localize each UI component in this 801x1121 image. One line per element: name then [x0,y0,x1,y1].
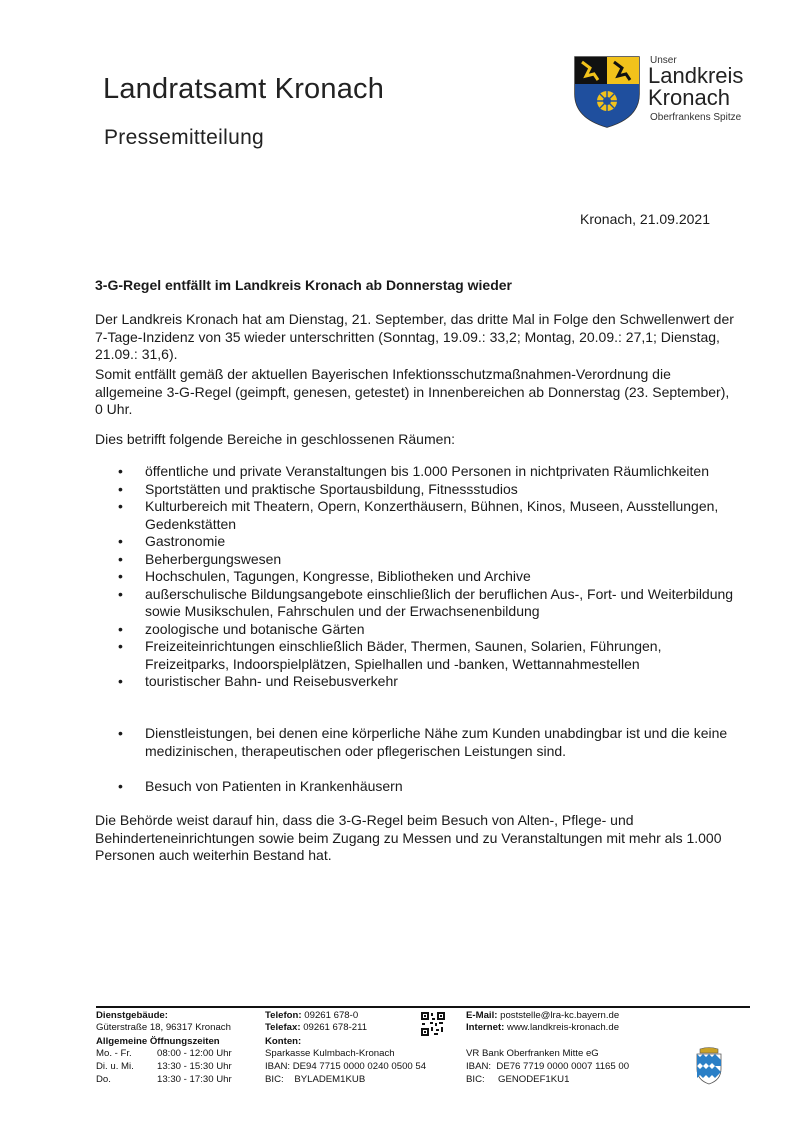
release-date: Kronach, 21.09.2021 [580,211,710,227]
hours-time: 13:30 - 17:30 Uhr [157,1074,232,1085]
bullet-icon: • [118,725,123,741]
fax-number: 09261 678-211 [303,1022,368,1033]
paragraph-1: Der Landkreis Kronach hat am Dienstag, 21. September, das dritte Mal in Folge den Schwellenwert der 7-Tage-Inzidenz von 35 wieder unterschritten (Sonntag, 19.09.: 33,2; Montag, 20.09.: 27,1; Dienstag, 21.09.: 31,6). [95,311,734,362]
bullet-icon: • [118,585,123,602]
office-title: Landratsamt Kronach [103,73,385,105]
list-item: • außerschulische Bildungsangebote einschließlich der beruflichen Aus-, Fort- und Weiterbildung sowie Musikschulen, Fahrschulen und der Erwachsenenbildung [118,585,734,619]
bullet-icon: • [118,568,123,584]
bank2-bic: BIC: GENODEF1KU1 [466,1074,570,1085]
brand-line-2: Kronach [648,85,730,110]
bullet-icon: • [118,673,123,689]
building-address: Güterstraße 18, 96317 Kronach [96,1022,231,1033]
paragraph-2: Somit entfällt gemäß der aktuellen Bayerischen Infektionsschutzmaßnahmen-Verordnung die allgemeine 3-G-Regel (geimpft, genesen, getestet) in Innenbereichen ab Donnerstag (23. September), 0 Uhr. [95,366,730,417]
paragraph-3: Die Behörde weist darauf hin, dass die 3-G-Regel beim Besuch von Alten-, Pflege- und Behinderteneinrichtungen sowie beim Zugang zu Messen und zu Veranstaltungen mit mehr als 1.000 Personen auch weiterhin Bestand hat. [95,812,722,863]
landkreis-logo [572,54,762,130]
brand-tagline: Oberfrankens Spitze [650,112,742,123]
list-intro: Dies betrifft folgende Bereiche in geschlossenen Räumen: [95,431,456,447]
list-item: • touristischer Bahn- und Reisebusverkehr [118,673,398,689]
building-label: Dienstgebäude: [96,1010,168,1021]
list-item: • zoologische und botanische Gärten [118,620,365,637]
phone-number: 09261 678-0 [304,1010,359,1021]
services-list [95,725,735,760]
qr-code-icon [420,1011,446,1037]
hours-days: Do. [96,1074,111,1085]
bullet-icon: • [118,638,123,654]
list-item: • Gastronomie [118,533,226,549]
hospital-list [95,778,735,796]
list-item: • öffentliche und private Veranstaltungen bis 1.000 Personen in nichtprivaten Räumlichkeiten [118,463,709,479]
email-address[interactable]: poststelle@lra-kc.bayern.de [500,1010,620,1021]
headline: 3-G-Regel entfällt im Landkreis Kronach ab Donnerstag wieder [95,277,512,293]
affected-areas-list [95,463,735,691]
bank2-iban: IBAN: DE76 7719 0000 0007 1165 00 [466,1061,630,1072]
bank1-iban: IBAN: DE94 7715 0000 0240 0500 54 [265,1061,427,1072]
document-type: Pressemitteilung [104,126,265,149]
brand-prefix: Unser [650,55,677,66]
bullet-icon: • [118,498,123,514]
web-label: Internet: [466,1022,505,1033]
hours-time: 08:00 - 12:00 Uhr [157,1048,232,1059]
list-item: • Hochschulen, Tagungen, Kongresse, Bibliotheken und Archive [118,568,531,584]
hours-label: Allgemeine Öffnungszeiten [96,1036,220,1047]
bullet-icon: • [118,778,123,794]
bank2-name: VR Bank Oberfranken Mitte eG [466,1048,599,1059]
list-item: • Beherbergungswesen [118,550,282,567]
website-link[interactable]: www.landkreis-kronach.de [507,1022,620,1033]
fax-label: Telefax: [265,1022,301,1033]
hours-time: 13:30 - 15:30 Uhr [157,1061,232,1072]
list-item: • Kulturbereich mit Theatern, Opern, Konzerthäusern, Bühnen, Kinos, Museen, Ausstellungen, Gedenkstätten [118,498,719,532]
accounts-label: Konten: [265,1036,302,1047]
bavarian-crest-icon [694,1047,724,1085]
bank1-name: Sparkasse Kulmbach-Kronach [265,1048,395,1059]
bank1-bic: BIC: BYLADEM1KUB [265,1074,366,1085]
crest-icon [572,54,642,129]
bullet-icon: • [118,620,123,637]
footer-divider [96,1006,750,1008]
brand-line-1: Landkreis [648,63,744,88]
bullet-icon: • [118,463,123,479]
bullet-icon: • [118,533,123,549]
list-item: • Freizeiteinrichtungen einschließlich Bäder, Thermen, Saunen, Solarien, Führungen, Freizeitparks, Indoorspielplätzen, Spielhallen und -banken, Wettannahmestellen [118,638,662,672]
list-item: • Sportstätten und praktische Sportausbildung, Fitnessstudios [118,480,518,497]
list-item: • Besuch von Patienten in Krankenhäusern [118,778,403,794]
hours-days: Di. u. Mi. [96,1061,134,1072]
hours-days: Mo. - Fr. [96,1048,132,1059]
list-item: • Dienstleistungen, bei denen eine körperliche Nähe zum Kunden unabdingbar ist und die keine medizinischen, therapeutischen oder pflegerischen Leistungen sind. [118,725,728,759]
email-label: E-Mail: [466,1010,498,1021]
phone-label: Telefon: [265,1010,302,1021]
bullet-icon: • [118,550,123,567]
bullet-icon: • [118,480,123,497]
